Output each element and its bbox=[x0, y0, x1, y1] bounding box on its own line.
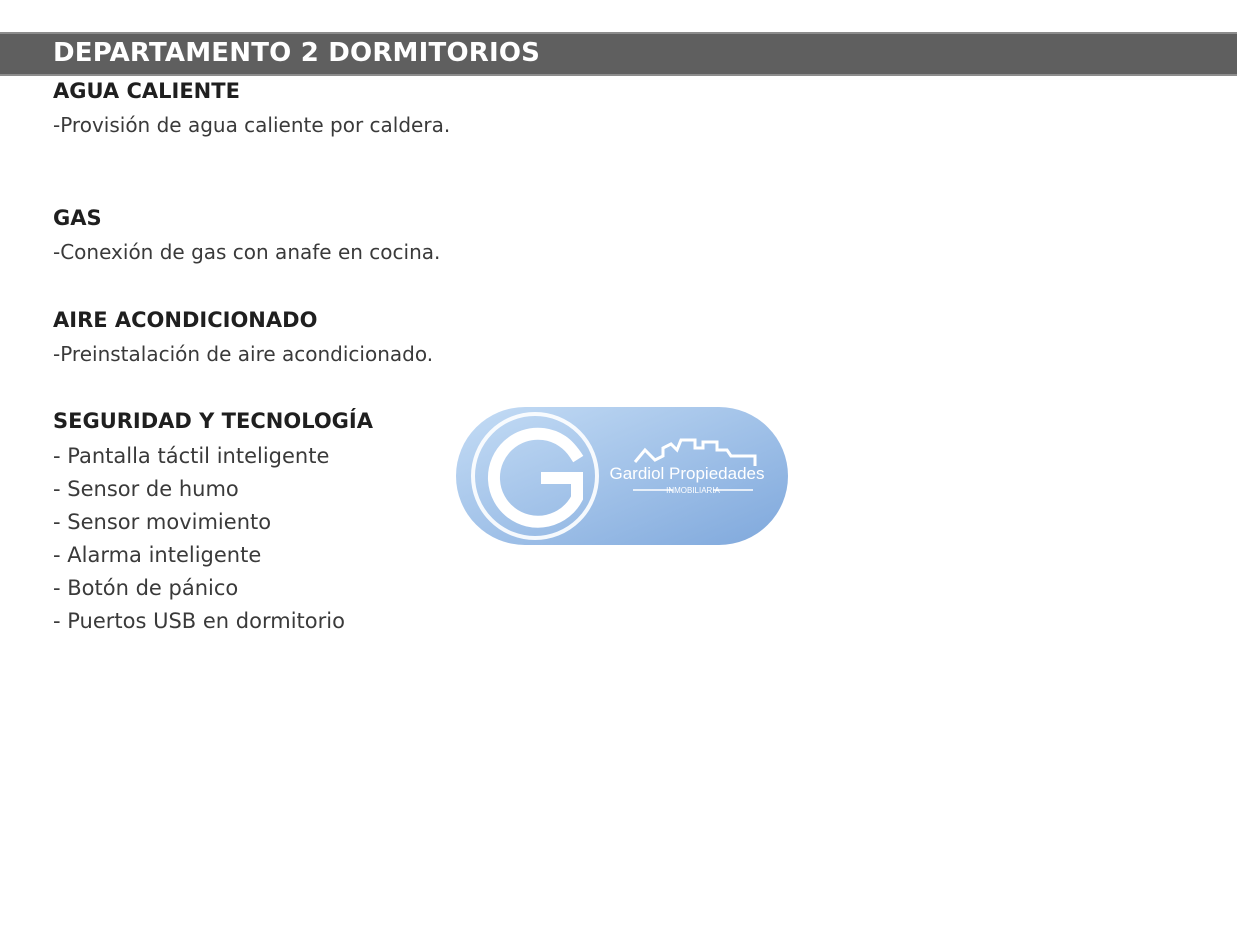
section-gas bbox=[53, 205, 440, 265]
section-heading-agua-caliente: AGUA CALIENTE bbox=[53, 79, 240, 103]
section-heading-aire-acondicionado: AIRE ACONDICIONADO bbox=[53, 308, 318, 332]
section-seguridad-tecnologia bbox=[53, 408, 373, 638]
section-aire-acondicionado bbox=[53, 307, 433, 367]
list-item: - Pantalla táctil inteligente bbox=[53, 444, 330, 468]
company-logo bbox=[455, 406, 789, 546]
section-text-aire-acondicionado: -Preinstalación de aire acondicionado. bbox=[53, 342, 434, 366]
list-item: - Botón de pánico bbox=[53, 576, 239, 600]
page-title: DEPARTAMENTO 2 DORMITORIOS bbox=[53, 38, 541, 68]
section-heading-seguridad-tecnologia: SEGURIDAD Y TECNOLOGÍA bbox=[53, 409, 373, 433]
section-text-gas: -Conexión de gas con anafe en cocina. bbox=[53, 240, 441, 264]
list-item: - Sensor de humo bbox=[53, 477, 239, 501]
logo-watermark-icon bbox=[455, 406, 789, 546]
section-text-agua-caliente: -Provisión de agua caliente por caldera. bbox=[53, 113, 451, 137]
section-agua-caliente bbox=[53, 78, 450, 138]
list-item: - Alarma inteligente bbox=[53, 543, 262, 567]
logo-name: Gardiol Propiedades bbox=[609, 464, 765, 483]
list-item: - Sensor movimiento bbox=[53, 510, 272, 534]
security-feature-list bbox=[53, 440, 373, 638]
section-heading-gas: GAS bbox=[53, 206, 102, 230]
title-banner bbox=[0, 32, 1237, 76]
list-item: - Puertos USB en dormitorio bbox=[53, 609, 345, 633]
logo-subtitle: INMOBILIARIA bbox=[666, 486, 720, 495]
